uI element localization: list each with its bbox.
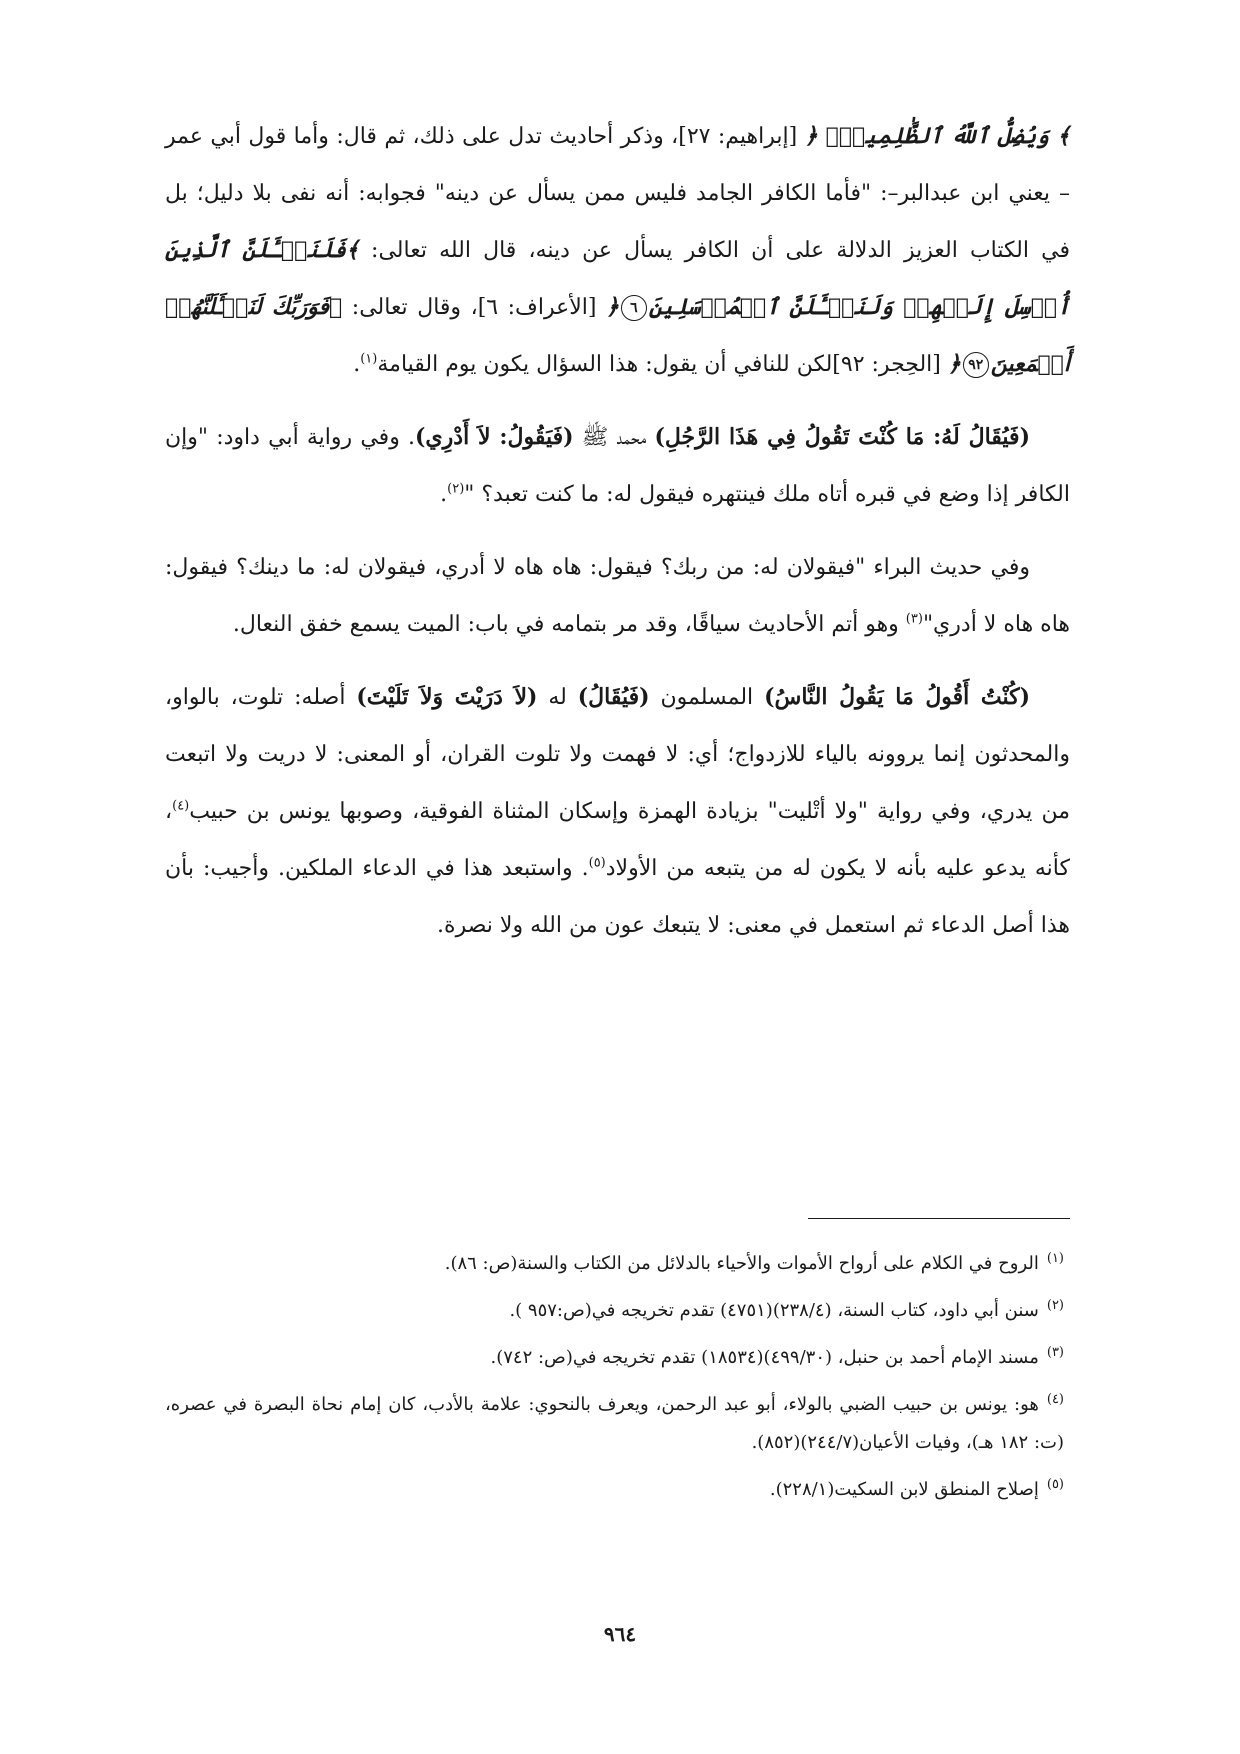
quran-verse: ﴾ وَيُضِلُّ ٱللَّهُ ٱلظَّٰلِمِينَۚ ﴿	[804, 123, 1070, 149]
footnote-number: (٣)	[1046, 1345, 1064, 1360]
hadith-text: (فَيُقَالُ لَهُ: مَا كُنْتَ تَقُولُ فِي هَذَا الرَّجُلِ)	[654, 424, 1030, 450]
paragraph-text: المسلمون	[649, 685, 765, 710]
ayah-number: ٩٢	[963, 352, 989, 378]
footnote-number: (٤)	[1046, 1392, 1064, 1407]
hadith-text: (فَيَقُولُ: لاَ أَدْرِي)	[415, 424, 574, 450]
hadith-text: (فَيُقَالُ)	[577, 684, 650, 710]
footnote-ref[interactable]: (٥)	[588, 855, 606, 871]
paragraph-text: وهو أتم الأحاديث سياقًا، وقد مر بتمامه في باب: الميت يسمع خفق النعال.	[232, 612, 906, 637]
hadith-text: (كُنْتُ أَقُولُ مَا يَقُولُ النَّاسُ)	[764, 684, 1030, 710]
footnote-item	[165, 1466, 1070, 1509]
footnote-text: مسند الإمام أحمد بن حنبل، (٤٩٩/٣٠)(١٨٥٣٤) تقدم تخريجه في(ص: ٧٤٢).	[490, 1347, 1039, 1368]
ayah-number: ٦	[621, 295, 647, 321]
page-number: ٩٦٤	[603, 1622, 637, 1646]
footnote-text: سنن أبي داود، كتاب السنة، (٢٣٨/٤)(٤٧٥١) تقدم تخريجه في(ص:٩٥٧ ).	[509, 1300, 1039, 1321]
quran-verse: ﴾فَلَنَسۡـَٔلَنَّ ٱلَّذِينَ أُرۡسِلَ إِلَيۡهِمۡ وَلَنَسۡـَٔلَنَّ ٱلۡمُرۡسَلِينَ٦﴿	[165, 237, 1070, 320]
quran-verse: ﴾فَوَرَبِّكَ لَنَسۡـَٔلَنَّهُمۡ أَجۡمَعِينَ٩٢﴿	[165, 294, 1070, 377]
paragraph-text: . واستبعد هذا في الدعاء الملكين. وأجيب: بأن هذا أصل الدعاء ثم استعمل في معنى: لا يتبعك عون من الله ولا نصرة.	[165, 856, 1070, 938]
footnote-item	[165, 1381, 1070, 1462]
paragraph-text: [الحِجر: ٩٢]لكن للنافي أن يقول: هذا السؤال يكون يوم القيامة	[377, 352, 948, 377]
paragraph-text: له	[537, 685, 578, 710]
paragraph-4	[165, 669, 1070, 954]
footnote-ref[interactable]: (٢)	[447, 481, 465, 497]
paragraph-text: . وفي رواية أبي داود: "وإن الكافر إذا وضع في قبره أتاه ملك فينتهره فيقول له: ما كنت تعبد؟ "	[165, 425, 1070, 507]
footnote-number: (٥)	[1046, 1477, 1064, 1492]
footnote-item	[165, 1287, 1070, 1330]
footnotes-list	[165, 1240, 1070, 1513]
paragraph-text: محمد ﷺ	[573, 425, 655, 450]
main-text	[165, 108, 1070, 954]
hadith-text: (لاَ دَرَيْتَ وَلاَ تَلَيْتَ)	[356, 684, 538, 710]
paragraph-2: (فَيُقَالُ لَهُ: مَا كُنْتَ تَقُولُ فِي هَذَا الرَّجُلِ) محمد ﷺ (فَيَقُولُ: لاَ أَدْرِي). وفي رواية أبي داود: "وإن الكافر إذا وضع في قبره أتاه ملك فينتهره فيقول له: ما كنت تعبد؟ "$^{(٢)}$.	[165, 424, 1070, 507]
footnote-divider	[808, 1218, 1070, 1219]
paragraph-1: ﴾ وَيُضِلُّ ٱللَّهُ ٱلظَّٰلِمِينَۚ ﴿ [إبراهيم: ٢٧]، وذكر أحاديث تدل على ذلك، ثم قال: وأما قول أبي عمر – يعني ابن عبدالبر–: "فأما الكافر الجامد فليس ممن يسأل عن دينه" فجوابه: أنه نفى بلا دليل؛ بل في الكتاب العزيز الدلالة على أن الكافر يسأل عن دينه، قال الله تعالى: ﴾فَلَنَسۡـَٔلَنَّ ٱلَّذِينَ أُرۡسِلَ إِلَيۡهِمۡ وَلَنَسۡـَٔلَنَّ ٱلۡمُرۡسَلِينَ٦﴿ [الأعراف: ٦]، وقال تعالى: ﴾فَوَرَبِّكَ لَنَسۡـَٔلَنَّهُمۡ أَجۡمَعِينَ٩٢﴿ [الحِجر: ٩٢]لكن للنافي أن يقول: هذا السؤال يكون يوم القيامة$^{(١)}$.	[165, 123, 1070, 377]
footnote-ref[interactable]: (٤)	[172, 798, 190, 814]
paragraph-text: [إبراهيم: ٢٧]، وذكر أحاديث تدل على ذلك، ثم قال: وأما قول أبي عمر – يعني ابن عبدالبر–: "فأما الكافر الجامد فليس ممن يسأل عن دينه" فجوابه: أنه نفى بلا دليل؛ بل في الكتاب العزيز الدلالة على أن الكافر يسأل عن دينه، قال الله تعالى:	[165, 124, 1070, 263]
footnote-item	[165, 1334, 1070, 1377]
paragraph-text: [الأعراف: ٦]، وقال تعالى:	[342, 295, 607, 320]
paragraph-text: أصله: تلوت، بالواو، والمحدثون إنما يروونه بالياء للازدواج؛ أي: لا فهمت ولا تلوت القران، أو المعنى: لا دريت ولا اتبعت من يدري، وفي رواية "ولا أتْليت" بزيادة الهمزة وإسكان المثناة الفوقية، وصوبها يونس بن حبيب	[165, 685, 1070, 824]
footnote-ref[interactable]: (٣)	[905, 611, 923, 627]
footnote-number: (١)	[1046, 1251, 1064, 1266]
paragraph-text: وفي حديث البراء "فيقولان له: من ربك؟ فيقول: هاه هاه لا أدري، فيقولان له: ما دينك؟ فيقول: هاه هاه لا أدري"	[165, 555, 1070, 637]
footnote-item	[165, 1240, 1070, 1283]
paragraph-text: ، كأنه يدعو عليه بأنه لا يكون له من يتبعه من الأولاد	[165, 799, 1070, 881]
footnote-number: (٢)	[1046, 1298, 1064, 1313]
footnote-text: هو: يونس بن حبيب الضبي بالولاء، أبو عبد الرحمن، ويعرف بالنحوي: علامة بالأدب، كان إمام نحاة البصرة في عصره، (ت: ١٨٢ هـ)، وفيات الأعيان(٢٤٤/٧)(٨٥٢).	[165, 1394, 1064, 1453]
footnote-ref[interactable]: (١)	[360, 351, 378, 367]
footnote-text: إصلاح المنطق لابن السكيت(٢٢٨/١).	[769, 1479, 1039, 1500]
footnote-text: الروح في الكلام على أرواح الأموات والأحياء بالدلائل من الكتاب والسنة(ص: ٨٦).	[444, 1253, 1039, 1274]
paragraph-3	[165, 539, 1070, 653]
